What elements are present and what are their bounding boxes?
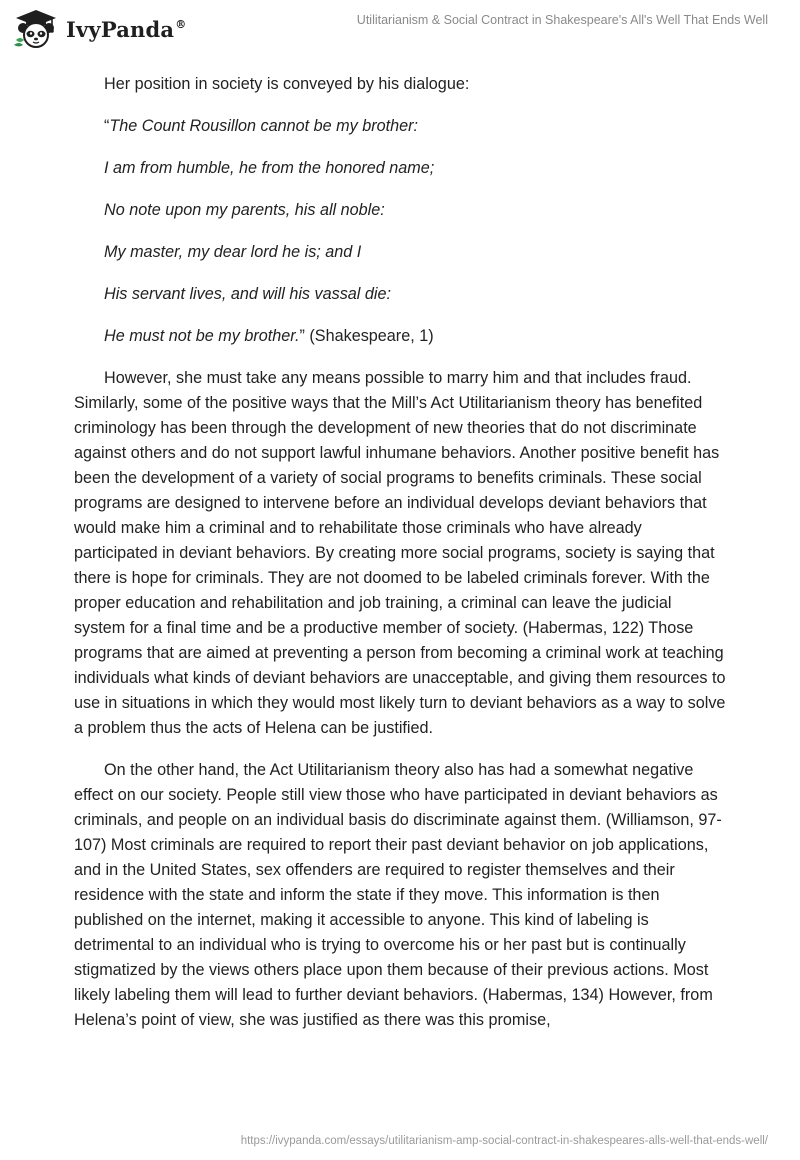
quote-line-text: He must not be my brother. bbox=[104, 327, 300, 345]
quote-line-text: His servant lives, and will his vassal die: bbox=[104, 285, 391, 303]
quote-citation: ” (Shakespeare, 1) bbox=[299, 327, 434, 345]
quote-line-text: My master, my dear lord he is; and I bbox=[104, 243, 362, 261]
quote-line-text: No note upon my parents, his all noble: bbox=[104, 201, 385, 219]
essay-content bbox=[74, 72, 726, 1050]
ivypanda-logo[interactable] bbox=[12, 8, 186, 48]
quote-line bbox=[74, 324, 726, 349]
quote-line-text: I am from humble, he from the honored name; bbox=[104, 159, 435, 177]
source-url[interactable]: https://ivypanda.com/essays/utilitarianism-amp-social-contract-in-shakespeares-alls-well-that-ends-well/ bbox=[240, 1135, 768, 1147]
quote-line-text: The Count Rousillon cannot be my brother: bbox=[109, 117, 419, 135]
panda-graduate-icon bbox=[12, 8, 60, 48]
quote-line bbox=[74, 198, 726, 223]
page-header bbox=[0, 0, 800, 60]
body-paragraph: On the other hand, the Act Utilitarianism theory also has had a somewhat negative effect on our society. People still view those who have participated in deviant behaviors as criminals, and people on an individual basis do discriminate against them. (Williamson, 97-107) Most criminals are required to report their past deviant behavior on job applications, and in the United States, sex offenders are required to register themselves and their residence with the state and inform the state if they move. This information is then published on the internet, making it accessible to anyone. This kind of labeling is detrimental to an individual who is trying to overcome his or her past but is continually stigmatized by the views others place upon them because of their previous actions. Most likely labeling them will lead to further deviant behaviors. (Habermas, 134) However, from Helena’s point of view, she was justified as there was this promise, bbox=[74, 761, 722, 1029]
quote-line bbox=[74, 282, 726, 307]
quote-line bbox=[74, 240, 726, 265]
quote-line bbox=[74, 156, 726, 181]
document-title: Utilitarianism & Social Contract in Shakespeare's All's Well That Ends Well bbox=[356, 13, 768, 27]
quote-open-mark: “ bbox=[104, 117, 110, 135]
logo-wordmark: IvyPanda® bbox=[66, 16, 187, 42]
quote-line bbox=[74, 114, 726, 139]
intro-paragraph: Her position in society is conveyed by his dialogue: bbox=[104, 75, 470, 93]
body-paragraph: However, she must take any means possible to marry him and that includes fraud. Similarly, some of the positive ways that the Mill’s Act Utilitarianism theory has benefited criminology has been through the development of new theories that do not discriminate against others and do not support lawful inhumane behaviors. Another positive benefit has been the development of a variety of social programs to benefits criminals. These social programs are designed to intervene before an individual develops deviant behaviors that would make him a criminal and to rehabilitate those criminals who have already participated in deviant behaviors. By creating more social programs, society is saying that there is hope for criminals. They are not doomed to be labeled criminals forever. With the proper education and rehabilitation and job training, a criminal can leave the judicial system for a final time and be a productive member of society. (Habermas, 122) Those programs that are aimed at preventing a person from becoming a criminal work at teaching individuals what kinds of deviant behaviors are unacceptable, and giving them resources to use in situations in which they would most likely turn to deviant behaviors as a way to solve a problem thus the acts of Helena can be justified. bbox=[74, 369, 726, 737]
